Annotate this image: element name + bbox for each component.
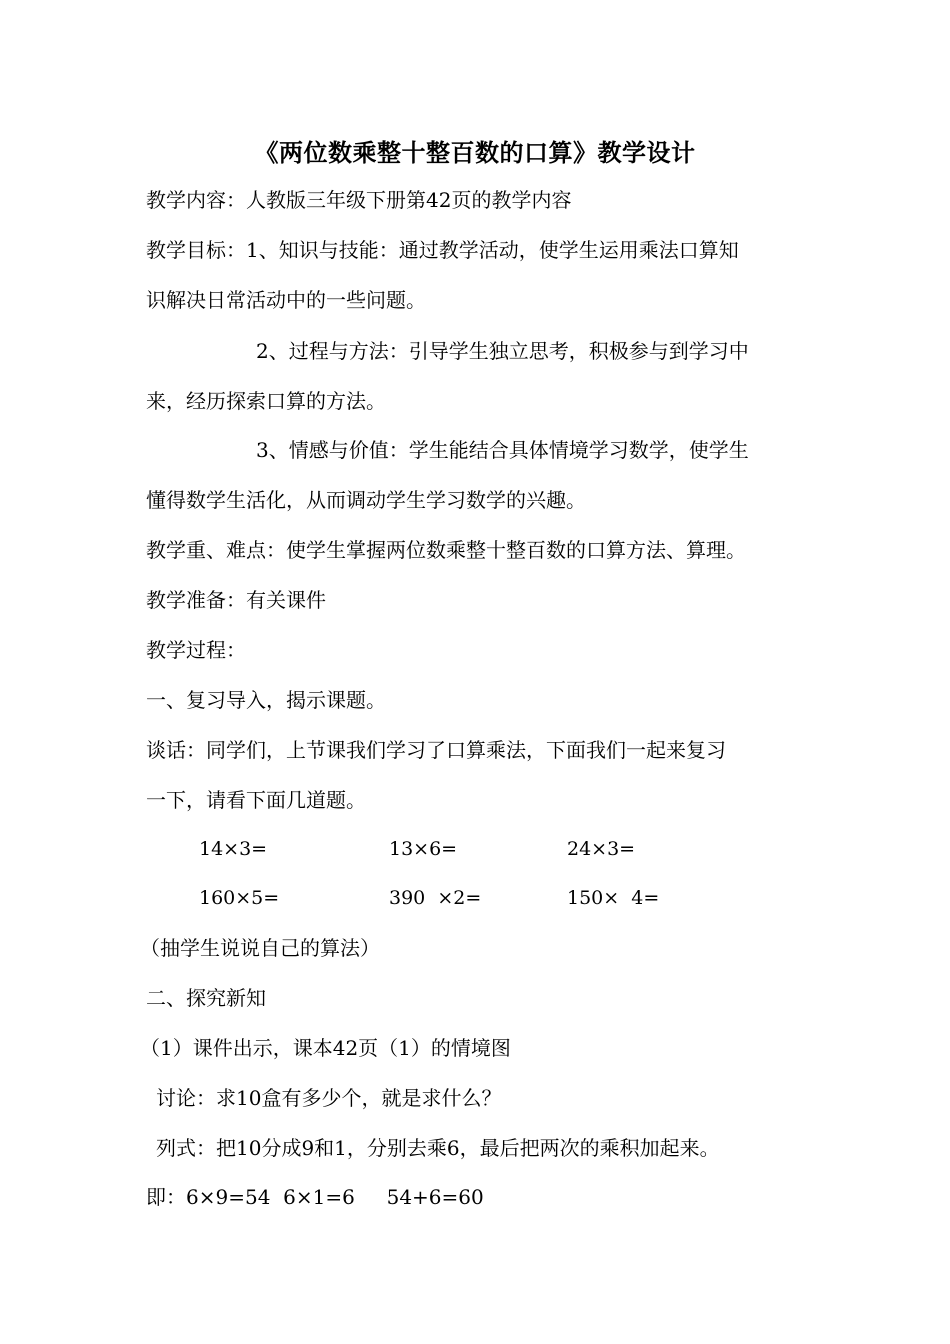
- document-title: 《两位数乘整十整百数的口算》教学设计: [254, 138, 696, 167]
- step-1-text: （1）课件出示，课本42页（1）的情境图: [140, 1036, 511, 1060]
- section-1-heading: 一、复习导入，揭示课题。: [146, 688, 386, 712]
- teaching-goal-1-line-1: 教学目标：1、知识与技能：通过教学活动，使学生运用乘法口算知: [146, 238, 739, 262]
- discussion-text: 讨论：求10盒有多少个，就是求什么？: [156, 1086, 502, 1110]
- key-points: 教学重、难点：使学生掌握两位数乘整十整百数的口算方法、算理。: [146, 538, 746, 562]
- exercise-item: 13×6=: [389, 838, 458, 860]
- exercise-item: 160×5=: [199, 887, 280, 909]
- section-2-heading: 二、探究新知: [146, 986, 266, 1010]
- teaching-process-heading: 教学过程：: [146, 638, 246, 662]
- student-method-note: （抽学生说说自己的算法）: [140, 936, 380, 960]
- talk-line-1: 谈话：同学们，上节课我们学习了口算乘法，下面我们一起来复习: [146, 738, 726, 762]
- exercise-item: 24×3=: [567, 838, 636, 860]
- exercise-item: 14×3=: [199, 838, 268, 860]
- teaching-goal-2-line-2: 来，经历探索口算的方法。: [146, 389, 386, 413]
- teaching-content: 教学内容：人教版三年级下册第42页的教学内容: [146, 188, 572, 212]
- exercise-item: 390 ×2=: [389, 887, 482, 909]
- teaching-preparation: 教学准备：有关课件: [146, 588, 326, 612]
- teaching-goal-1-line-2: 识解决日常活动中的一些问题。: [146, 288, 426, 312]
- teaching-goal-3-line-1: 3、情感与价值：学生能结合具体情境学习数学，使学生: [256, 438, 749, 462]
- teaching-goal-3-line-2: 懂得数学生活化，从而调动学生学习数学的兴趣。: [146, 488, 586, 512]
- teaching-goal-2-line-1: 2、过程与方法：引导学生独立思考，积极参与到学习中: [256, 339, 749, 363]
- formula-text: 列式：把10分成9和1，分别去乘6，最后把两次的乘积加起来。: [156, 1136, 720, 1160]
- talk-line-2: 一下，请看下面几道题。: [146, 788, 366, 812]
- exercise-item: 150× 4=: [567, 887, 660, 909]
- result-text: 即：6×9=54 6×1=6 54+6=60: [146, 1185, 484, 1209]
